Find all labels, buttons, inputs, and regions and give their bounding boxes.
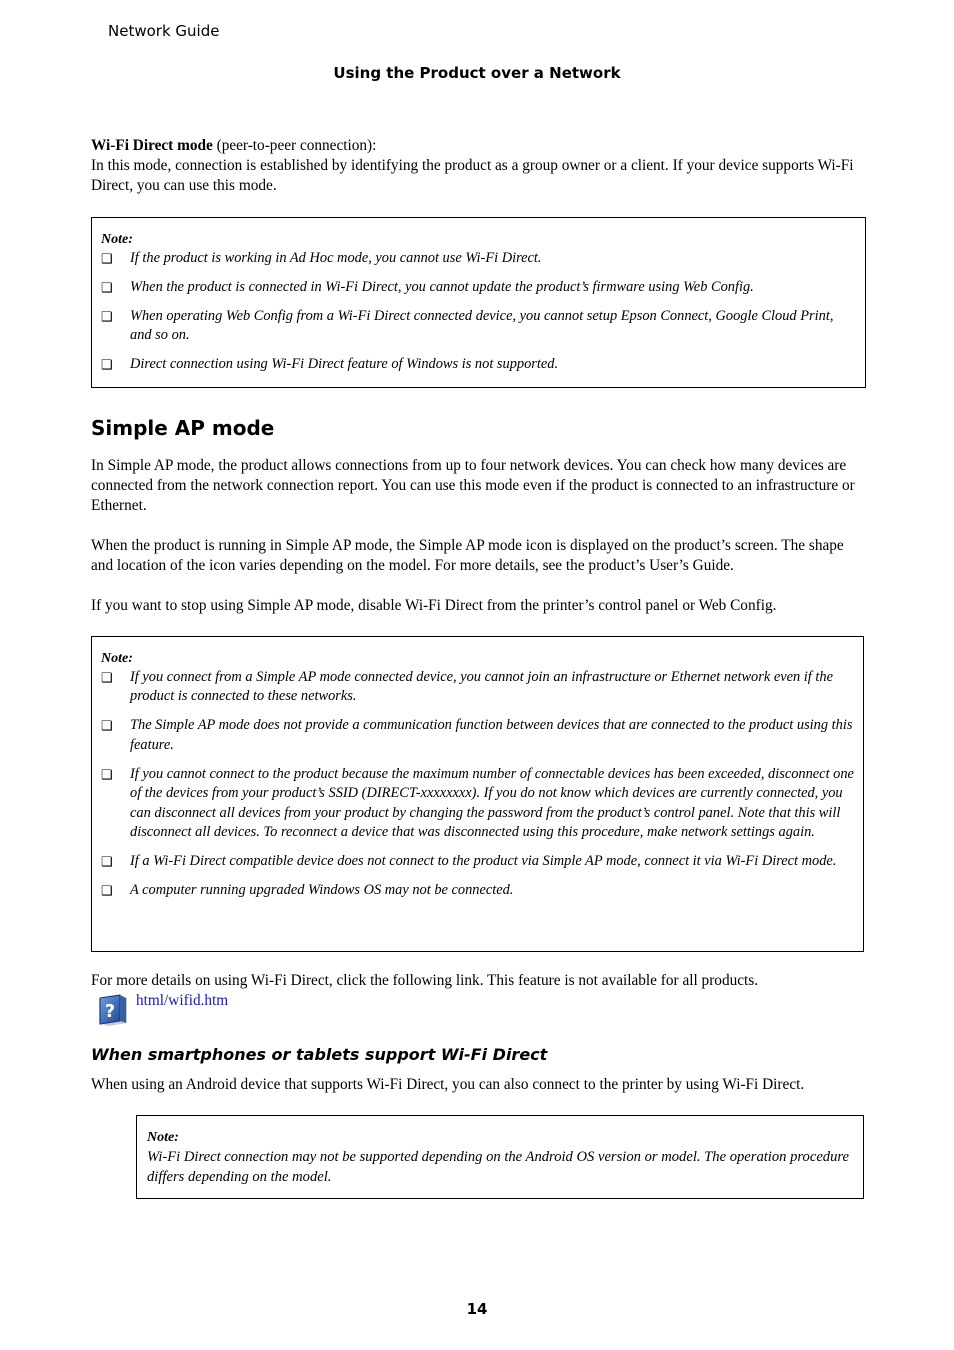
running-header: Network Guide — [108, 22, 220, 40]
wifid-help-link[interactable]: html/wifid.htm — [136, 992, 229, 1009]
note-item-text: When operating Web Config from a Wi-Fi Direct connected device, you cannot setup Epson Connect, Google Cloud Print, and so on. — [130, 308, 834, 344]
checkbox-bullet-icon: ❑ — [101, 718, 113, 734]
page-number: 14 — [466, 1300, 488, 1318]
note-label: Note: — [101, 232, 133, 247]
simple-ap-paragraph: In Simple AP mode, the product allows connections from up to four network devices. You can check how many devices are connected from the network connection report. You can use this mode even if the product is connected to an infrastructure or Ethernet. — [91, 457, 855, 514]
more-details-text: For more details on using Wi-Fi Direct, click the following link. This feature is not available for all products. — [91, 972, 759, 989]
checkbox-bullet-icon: ❑ — [101, 357, 113, 373]
note-item-text: If you cannot connect to the product because the maximum number of connectable devices has been exceeded, disconnect one of the devices from your product’s SSID (DIRECT-xxxxxxxx). If you do not know which devices are currently connected, you can disconnect all devices from your product by changing the password from the product’s control panel. Note that this will disconnect all devices. To reconnect a device that was disconnected using this procedure, make network settings again. — [130, 765, 854, 841]
note-box-wifi-direct — [91, 217, 866, 388]
checkbox-bullet-icon: ❑ — [101, 670, 113, 685]
checkbox-bullet-icon: ❑ — [101, 280, 113, 295]
wifi-direct-label-suffix: (peer-to-peer connection): — [212, 137, 377, 154]
note-body-text: Wi-Fi Direct connection may not be supported depending on the Android OS version or model. The operation procedure differs depending on the model. — [147, 1149, 850, 1185]
chapter-title: Using the Product over a Network — [333, 64, 621, 82]
svg-text:?: ? — [104, 1001, 116, 1022]
note-item-text: A computer running upgraded Windows OS may not be connected. — [130, 882, 514, 899]
simple-ap-paragraph: When the product is running in Simple AP mode, the Simple AP mode icon is displayed on the product’s screen. The shape and location of the icon varies depending on the model. For more details, see the product’s User’s Guide. — [91, 537, 844, 574]
checkbox-bullet-icon: ❑ — [101, 766, 113, 782]
note-item — [101, 852, 854, 871]
note-item-text: If you connect from a Simple AP mode connected device, you cannot join an infrastructure or Ethernet network even if the product is connected to these networks. — [130, 669, 833, 705]
note-box-simple-ap — [91, 636, 864, 952]
note-item-text: When the product is connected in Wi-Fi Direct, you cannot update the product’s firmware using Web Config. — [130, 279, 754, 295]
checkbox-bullet-icon: ❑ — [101, 251, 113, 266]
note-item — [101, 249, 856, 268]
note-item — [101, 355, 856, 374]
checkbox-bullet-icon: ❑ — [101, 854, 113, 870]
note-item-text: If a Wi-Fi Direct compatible device does not connect to the product via Simple AP mode, connect it via Wi-Fi Direct mode. — [130, 853, 837, 870]
note-item-text: Direct connection using Wi-Fi Direct feature of Windows is not supported. — [130, 356, 559, 373]
note-box-android — [136, 1115, 864, 1199]
note-item — [101, 307, 856, 346]
smartphones-heading: When smartphones or tablets support Wi-Fi Direct — [91, 1045, 548, 1064]
checkbox-bullet-icon: ❑ — [101, 883, 113, 899]
note-item — [101, 278, 856, 297]
note-item — [101, 765, 854, 843]
note-item — [101, 716, 854, 755]
simple-ap-paragraph: If you want to stop using Simple AP mode, disable Wi-Fi Direct from the printer’s control panel or Web Config. — [91, 597, 777, 614]
note-item-text: The Simple AP mode does not provide a communication function between devices that are connected to the product using this feature. — [130, 717, 853, 753]
note-label: Note: — [101, 651, 133, 666]
checkbox-bullet-icon: ❑ — [101, 309, 113, 324]
simple-ap-heading: Simple AP mode — [91, 416, 275, 440]
note-item — [101, 668, 854, 707]
wifi-direct-label: Wi-Fi Direct mode — [91, 137, 213, 154]
wifi-direct-description: In this mode, connection is established by identifying the product as a group owner or a client. If your device supports Wi-Fi Direct, you can use this mode. — [91, 157, 854, 194]
smartphones-text: When using an Android device that supports Wi-Fi Direct, you can also connect to the printer by using Wi-Fi Direct. — [91, 1076, 805, 1093]
note-label: Note: — [147, 1130, 179, 1145]
note-item-text: If the product is working in Ad Hoc mode, you cannot use Wi-Fi Direct. — [130, 250, 542, 266]
note-item — [101, 881, 854, 900]
wifi-direct-section — [91, 136, 867, 196]
help-question-icon[interactable] — [96, 993, 130, 1027]
